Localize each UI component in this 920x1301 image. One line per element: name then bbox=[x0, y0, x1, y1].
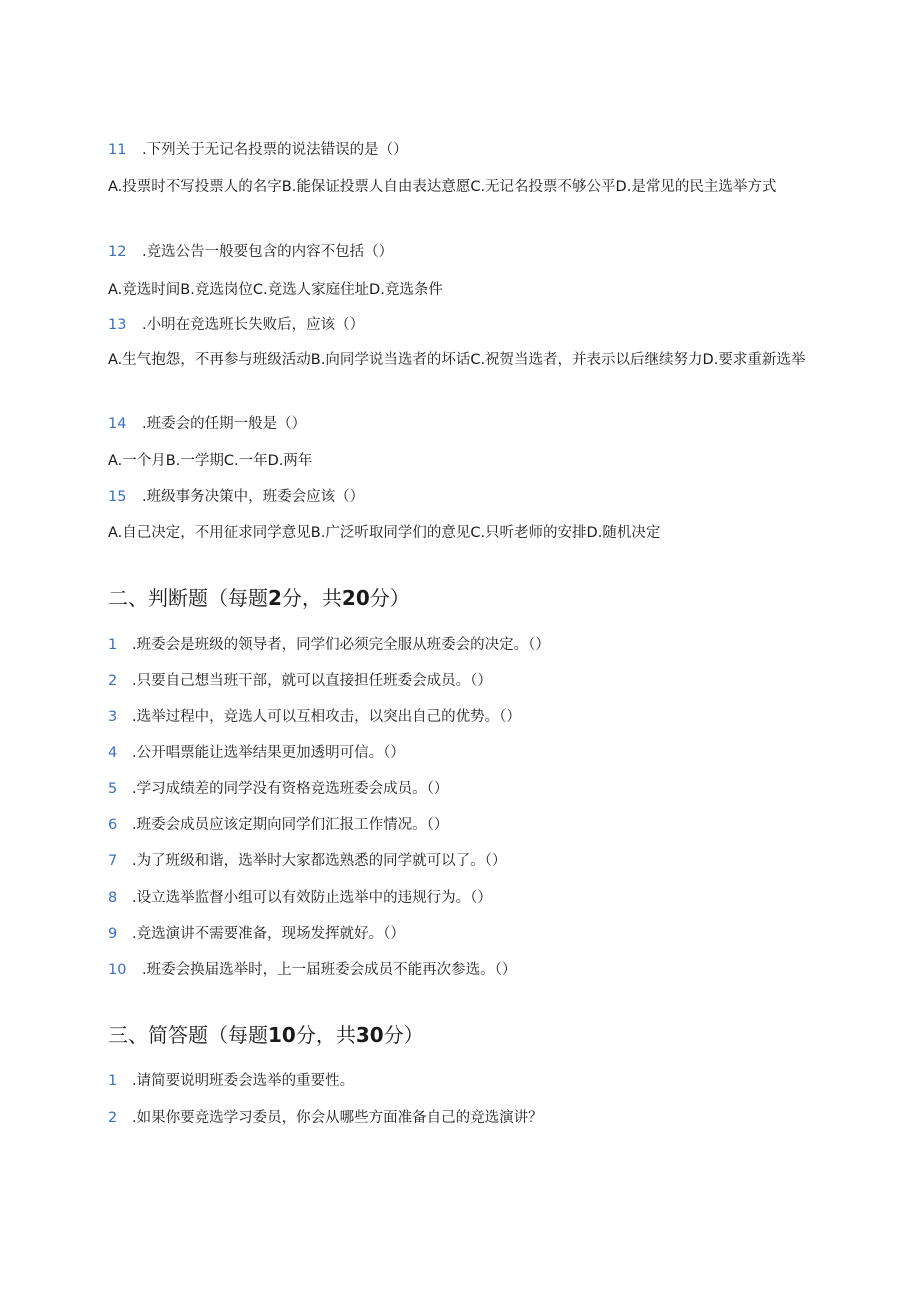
judgment-item-4 bbox=[108, 740, 818, 766]
item-text: .设立选举监督小组可以有效防止选举中的违规行为。（） bbox=[132, 890, 492, 906]
section-title-text: 分，共 bbox=[281, 586, 342, 610]
item-number: 1 bbox=[108, 637, 118, 653]
item-number: 6 bbox=[108, 817, 118, 833]
question-15-options: A.自己决定，不用征求同学意见B.广泛听取同学们的意见C.只听老师的安排D.随机决定 bbox=[108, 525, 661, 541]
question-number: 14 bbox=[108, 416, 127, 432]
item-number: 9 bbox=[108, 926, 118, 942]
item-text: .公开唱票能让选举结果更加透明可信。（） bbox=[132, 745, 405, 761]
question-14 bbox=[108, 411, 818, 437]
section-title-text: 二、判断题（每题 bbox=[108, 586, 268, 610]
item-text: .班委会是班级的领导者，同学们必须完全服从班委会的决定。（） bbox=[132, 637, 550, 653]
judgment-item-5 bbox=[108, 776, 818, 802]
short-answer-item-1 bbox=[108, 1068, 818, 1094]
question-13-options: A.生气抱怨，不再参与班级活动B.向同学说当选者的坏话C.祝贺当选者，并表示以后继续努力D.要求重新选举 bbox=[108, 352, 806, 368]
question-13 bbox=[108, 312, 818, 338]
judgment-item-10 bbox=[108, 957, 818, 983]
short-answer-item-2 bbox=[108, 1105, 818, 1131]
item-text: .只要自己想当班干部，就可以直接担任班委会成员。（） bbox=[132, 673, 492, 689]
section-points: 2 bbox=[268, 586, 282, 610]
question-14-options: A.一个月B.一学期C.一年D.两年 bbox=[108, 453, 313, 469]
judgment-item-2 bbox=[108, 668, 818, 694]
judgment-item-3 bbox=[108, 704, 818, 730]
item-text: .选举过程中，竞选人可以互相攻击，以突出自己的优势。（） bbox=[132, 709, 521, 725]
item-number: 4 bbox=[108, 745, 118, 761]
item-number: 10 bbox=[108, 962, 127, 978]
question-11-options: A.投票时不写投票人的名字B.能保证投票人自由表达意愿C.无记名投票不够公平D.是常见的民主选举方式 bbox=[108, 179, 777, 195]
item-number: 7 bbox=[108, 853, 118, 869]
item-text: .请简要说明班委会选举的重要性。 bbox=[132, 1073, 355, 1089]
question-12 bbox=[108, 239, 818, 265]
item-text: .学习成绩差的同学没有资格竞选班委会成员。（） bbox=[132, 781, 449, 797]
section-title-short-answer bbox=[108, 1020, 424, 1050]
question-text: .小明在竞选班长失败后，应该（） bbox=[142, 317, 365, 333]
question-number: 13 bbox=[108, 317, 127, 333]
section-total-points: 20 bbox=[341, 586, 370, 610]
item-number: 1 bbox=[108, 1073, 118, 1089]
item-text: .班委会换届选举时，上一届班委会成员不能再次参选。（） bbox=[142, 962, 517, 978]
item-text: .竞选演讲不需要准备，现场发挥就好。（） bbox=[132, 926, 405, 942]
question-text: .班委会的任期一般是（） bbox=[142, 416, 307, 432]
section-title-text: 三、简答题（每题 bbox=[108, 1023, 268, 1047]
question-number: 15 bbox=[108, 489, 127, 505]
question-11 bbox=[108, 137, 818, 163]
question-12-options: A.竞选时间B.竞选岗位C.竞选人家庭住址D.竞选条件 bbox=[108, 282, 443, 298]
question-number: 12 bbox=[108, 244, 127, 260]
section-title-text: 分） bbox=[369, 586, 410, 610]
question-text: .下列关于无记名投票的说法错误的是（） bbox=[142, 142, 408, 158]
item-text: .如果你要竞选学习委员，你会从哪些方面准备自己的竞选演讲？ bbox=[132, 1110, 543, 1126]
item-number: 2 bbox=[108, 673, 118, 689]
item-number: 8 bbox=[108, 890, 118, 906]
judgment-item-9 bbox=[108, 921, 818, 947]
judgment-item-8 bbox=[108, 885, 818, 911]
section-title-text: 分，共 bbox=[295, 1023, 356, 1047]
question-15 bbox=[108, 484, 818, 510]
question-text: .竞选公告一般要包含的内容不包括（） bbox=[142, 244, 394, 260]
item-text: .班委会成员应该定期向同学们汇报工作情况。（） bbox=[132, 817, 449, 833]
item-number: 5 bbox=[108, 781, 118, 797]
section-points: 10 bbox=[268, 1023, 296, 1047]
section-title-judgment bbox=[108, 583, 410, 613]
question-text: .班级事务决策中，班委会应该（） bbox=[142, 489, 365, 505]
section-title-text: 分） bbox=[383, 1023, 424, 1047]
item-text: .为了班级和谐，选举时大家都选熟悉的同学就可以了。（） bbox=[132, 853, 507, 869]
judgment-item-1 bbox=[108, 632, 818, 658]
section-total-points: 30 bbox=[355, 1023, 384, 1047]
item-number: 3 bbox=[108, 709, 118, 725]
question-number: 11 bbox=[108, 142, 127, 158]
judgment-item-7 bbox=[108, 848, 818, 874]
judgment-item-6 bbox=[108, 812, 818, 838]
item-number: 2 bbox=[108, 1110, 118, 1126]
